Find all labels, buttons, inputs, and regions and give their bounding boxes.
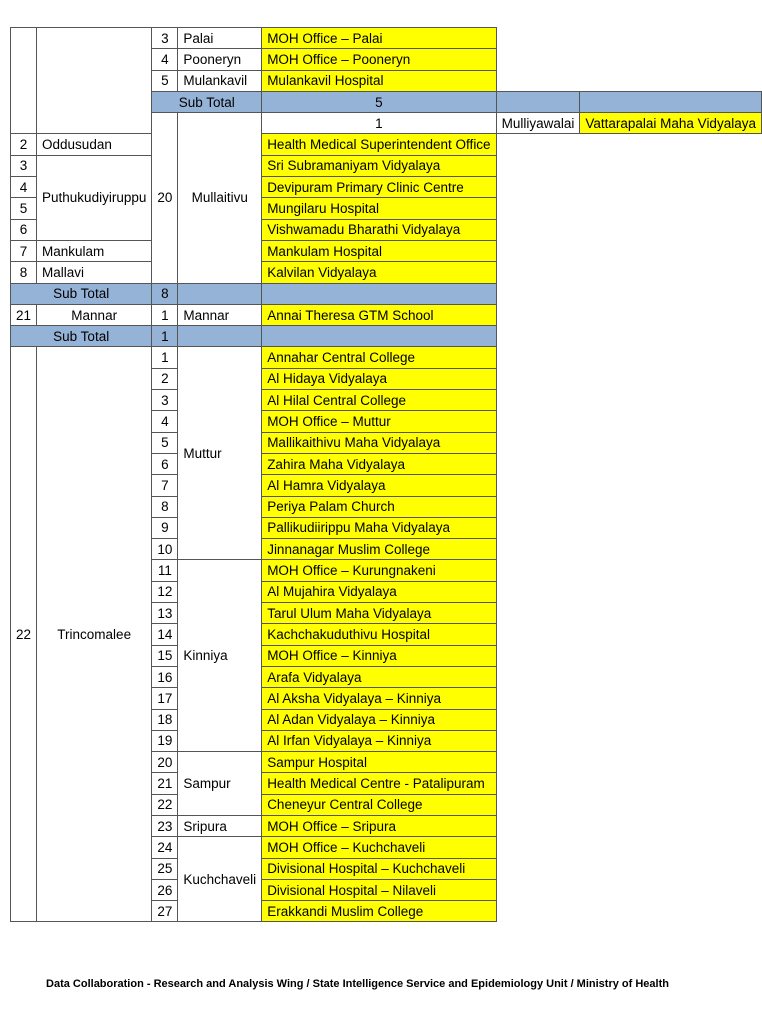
serial-number: 3 — [152, 28, 178, 49]
serial-number: 14 — [152, 624, 178, 645]
moh-area: Mallavi — [37, 262, 152, 283]
moh-area: Sampur — [178, 752, 262, 816]
moh-area: Oddusudan — [37, 134, 152, 155]
centre-location: Erakkandi Muslim College — [262, 901, 496, 922]
serial-number: 9 — [152, 517, 178, 538]
centre-location: Al Hidaya Vidyalaya — [262, 368, 496, 389]
serial-number: 11 — [152, 560, 178, 581]
moh-area: Mannar — [178, 304, 262, 325]
serial-number: 8 — [11, 262, 37, 283]
subtotal-row — [11, 326, 762, 347]
serial-number: 1 — [262, 113, 496, 134]
district-number — [11, 28, 37, 134]
moh-area: Mulliyawalai — [496, 113, 580, 134]
centres-table-body — [11, 28, 762, 922]
centre-location: MOH Office – Palai — [262, 28, 496, 49]
centre-location: Cheneyur Central College — [262, 794, 496, 815]
subtotal-blank — [496, 91, 580, 112]
serial-number: 22 — [152, 794, 178, 815]
centre-location: Al Irfan Vidyalaya – Kinniya — [262, 730, 496, 751]
centre-location: MOH Office – Pooneryn — [262, 49, 496, 70]
serial-number: 6 — [152, 453, 178, 474]
centre-location: Mulankavil Hospital — [262, 70, 496, 91]
moh-area: Mulankavil — [178, 70, 262, 91]
serial-number: 19 — [152, 730, 178, 751]
centre-location: Al Aksha Vidyalaya – Kinniya — [262, 688, 496, 709]
subtotal-value: 8 — [152, 283, 178, 304]
moh-area: Muttur — [178, 347, 262, 560]
subtotal-value: 5 — [262, 91, 496, 112]
centre-location: Divisional Hospital – Nilaveli — [262, 879, 496, 900]
subtotal-blank — [262, 326, 496, 347]
serial-number: 23 — [152, 815, 178, 836]
table-row — [11, 347, 762, 368]
centre-location: Periya Palam Church — [262, 496, 496, 517]
centre-location: Annai Theresa GTM School — [262, 304, 496, 325]
subtotal-blank — [178, 283, 262, 304]
serial-number: 4 — [152, 49, 178, 70]
subtotal-blank — [178, 326, 262, 347]
district-number: 20 — [152, 113, 178, 283]
serial-number: 25 — [152, 858, 178, 879]
centre-location: Al Hamra Vidyalaya — [262, 475, 496, 496]
table-row — [11, 155, 762, 176]
centre-location: Vishwamadu Bharathi Vidyalaya — [262, 219, 496, 240]
centre-location: Vattarapalai Maha Vidyalaya — [580, 113, 762, 134]
centre-location: Al Adan Vidyalaya – Kinniya — [262, 709, 496, 730]
centre-location: Mankulam Hospital — [262, 240, 496, 261]
centre-location: MOH Office – Kurungnakeni — [262, 560, 496, 581]
district-name: Mannar — [37, 304, 152, 325]
district-number: 21 — [11, 304, 37, 325]
subtotal-row — [11, 283, 762, 304]
moh-area: Palai — [178, 28, 262, 49]
centre-location: Zahira Maha Vidyalaya — [262, 453, 496, 474]
serial-number: 6 — [11, 219, 37, 240]
serial-number: 3 — [152, 390, 178, 411]
centre-location: MOH Office – Muttur — [262, 411, 496, 432]
serial-number: 20 — [152, 752, 178, 773]
centre-location: Mallikaithivu Maha Vidyalaya — [262, 432, 496, 453]
serial-number: 1 — [152, 347, 178, 368]
serial-number: 27 — [152, 901, 178, 922]
centre-location: Arafa Vidyalaya — [262, 666, 496, 687]
centre-location: Divisional Hospital – Kuchchaveli — [262, 858, 496, 879]
moh-area: Pooneryn — [178, 49, 262, 70]
serial-number: 15 — [152, 645, 178, 666]
centre-location: MOH Office – Sripura — [262, 815, 496, 836]
centre-location: MOH Office – Kuchchaveli — [262, 837, 496, 858]
subtotal-blank — [580, 91, 762, 112]
centre-location: Kalvilan Vidyalaya — [262, 262, 496, 283]
centre-location: Al Hilal Central College — [262, 390, 496, 411]
district-number: 22 — [11, 347, 37, 922]
centre-location: Sampur Hospital — [262, 752, 496, 773]
serial-number: 8 — [152, 496, 178, 517]
subtotal-blank — [262, 283, 496, 304]
centre-location: Health Medical Centre - Patalipuram — [262, 773, 496, 794]
moh-area: Puthukudiyiruppu — [37, 155, 152, 240]
serial-number: 5 — [152, 432, 178, 453]
page-footer: Data Collaboration - Research and Analysis Wing / State Intelligence Service and Epidemiology Unit / Ministry of Health — [46, 978, 669, 990]
moh-area: Sripura — [178, 815, 262, 836]
serial-number: 21 — [152, 773, 178, 794]
serial-number: 3 — [11, 155, 37, 176]
moh-area: Mankulam — [37, 240, 152, 261]
serial-number: 10 — [152, 539, 178, 560]
serial-number: 18 — [152, 709, 178, 730]
centres-table — [10, 27, 762, 922]
centre-location: Health Medical Superintendent Office — [262, 134, 496, 155]
centre-location: Mungilaru Hospital — [262, 198, 496, 219]
table-row — [11, 28, 762, 49]
table-row — [11, 134, 762, 155]
serial-number: 13 — [152, 603, 178, 624]
serial-number: 1 — [152, 304, 178, 325]
centre-location: Kachchakuduthivu Hospital — [262, 624, 496, 645]
serial-number: 7 — [152, 475, 178, 496]
centre-location: Al Mujahira Vidyalaya — [262, 581, 496, 602]
serial-number: 4 — [11, 177, 37, 198]
centre-location: MOH Office – Kinniya — [262, 645, 496, 666]
serial-number: 24 — [152, 837, 178, 858]
centre-location: Annahar Central College — [262, 347, 496, 368]
centre-location: Sri Subramaniyam Vidyalaya — [262, 155, 496, 176]
serial-number: 4 — [152, 411, 178, 432]
centre-location: Jinnanagar Muslim College — [262, 539, 496, 560]
centre-location: Tarul Ulum Maha Vidyalaya — [262, 603, 496, 624]
centre-location: Pallikudiirippu Maha Vidyalaya — [262, 517, 496, 538]
serial-number: 26 — [152, 879, 178, 900]
district-name: Trincomalee — [37, 347, 152, 922]
centre-location: Devipuram Primary Clinic Centre — [262, 177, 496, 198]
table-row — [11, 240, 762, 261]
table-row — [11, 304, 762, 325]
serial-number: 2 — [152, 368, 178, 389]
district-name: Mullaitivu — [178, 113, 262, 283]
serial-number: 2 — [11, 134, 37, 155]
serial-number: 17 — [152, 688, 178, 709]
serial-number: 16 — [152, 666, 178, 687]
subtotal-label: Sub Total — [152, 91, 262, 112]
district-name — [37, 28, 152, 134]
moh-area: Kuchchaveli — [178, 837, 262, 922]
serial-number: 5 — [152, 70, 178, 91]
subtotal-label: Sub Total — [11, 283, 152, 304]
moh-area: Kinniya — [178, 560, 262, 752]
serial-number: 12 — [152, 581, 178, 602]
serial-number: 7 — [11, 240, 37, 261]
subtotal-label: Sub Total — [11, 326, 152, 347]
subtotal-value: 1 — [152, 326, 178, 347]
serial-number: 5 — [11, 198, 37, 219]
table-row — [11, 262, 762, 283]
